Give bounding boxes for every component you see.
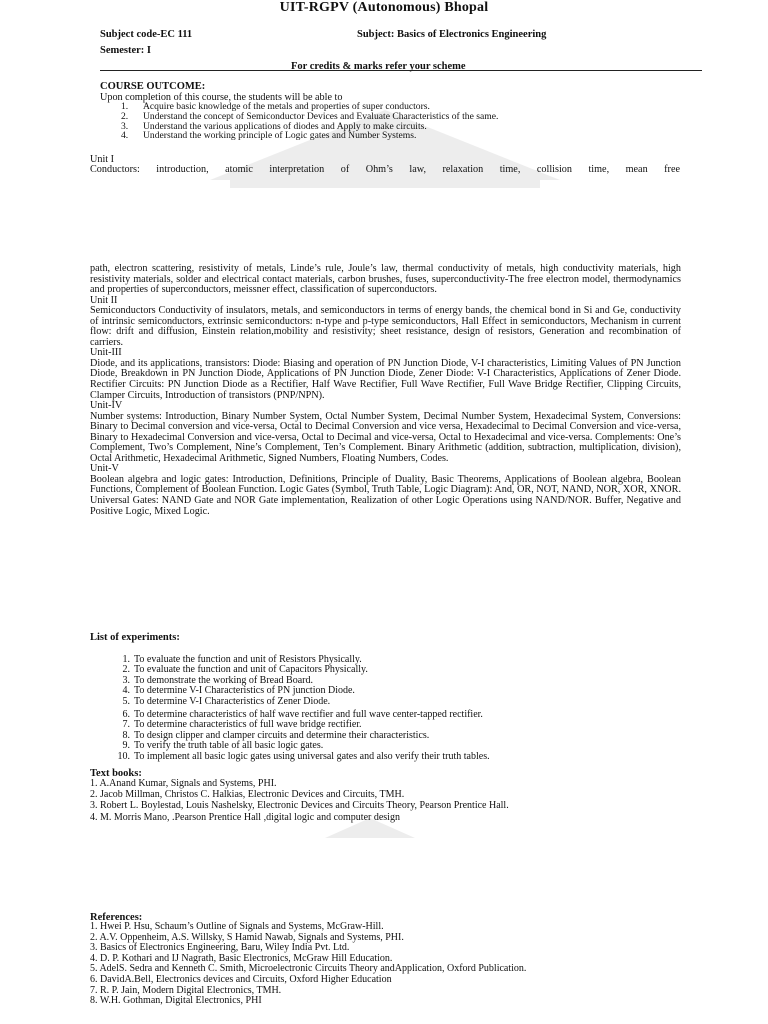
item-text: To design clipper and clamper circuits and determine their characteristics. <box>134 729 430 741</box>
list-item <box>104 697 490 707</box>
unit-4-heading: Unit-IV <box>90 400 123 412</box>
references-list <box>90 922 680 1007</box>
item-number: 3. <box>121 120 129 132</box>
item-number: 7. <box>122 719 130 731</box>
list-item: 4. M. Morris Mano, .Pearson Prentice Hall ,digital logic and computer design <box>90 811 400 823</box>
item-text: To determine characteristics of full wave bridge rectifier. <box>134 719 362 731</box>
unit-5-heading: Unit-V <box>90 463 119 475</box>
item-number: 4. <box>121 130 129 142</box>
item-number: 1. <box>121 101 129 112</box>
item-text: To implement all basic logic gates using universal gates and also verify their truth tables. <box>134 750 490 762</box>
list-item: 2. Jacob Millman, Christos C. Halkias, Electronic Devices and Circuits, TMH. <box>90 789 405 801</box>
list-item: 7. R. P. Jain, Modern Digital Electronics, TMH. <box>90 984 282 996</box>
list-item: 8. W.H. Gothman, Digital Electronics, PHI <box>90 995 262 1007</box>
item-number: 6. <box>122 709 130 721</box>
item-text: Understand the concept of Semiconductor Devices and Evaluate Characteristics of the same. <box>143 110 499 122</box>
unit-3-heading: Unit-III <box>90 347 122 359</box>
item-number: 1. <box>122 654 130 665</box>
course-outcome-intro: Upon completion of this course, the students will be able to <box>100 92 343 103</box>
list-item: 5. AdelS. Sedra and Kenneth C. Smith, Microelectronic Circuits Theory andApplication, Oxford Publication. <box>90 963 527 975</box>
list-item: 3. Robert L. Boylestad, Louis Nashelsky, Electronic Devices and Circuits Theory, Pearson Prentice Hall. <box>90 800 509 812</box>
subject-name: Subject: Basics of Electronics Engineering <box>357 29 547 40</box>
item-number: 5. <box>122 695 130 707</box>
page-title: UIT-RGPV (Autonomous) Bhopal <box>279 0 489 15</box>
units-block <box>90 264 681 517</box>
item-number: 3. <box>122 674 130 686</box>
course-outcome-list <box>121 102 498 141</box>
unit-3-text: Diode, and its applications, transistors: Diode: Biasing and operation of PN Junction Diode, V-I characteristics, Limiting Values of PN Junction Diode, Breakdown in PN Junction Diode, Applications of PN Junction Diode, Zener Diode: V-I Characteristics, Applications of Zener Diode. Rectifier Circuits: PN Junction Diode as a Rectifier, Half Wave Rectifier, Full Wave Rectifier, Full Wave Bridge Rectifier, Clipping Circuits, Clamper Circuits, Introduction of transistors (PNP/NPN). <box>90 357 681 401</box>
item-number: 2. <box>122 664 130 676</box>
item-number: 8. <box>122 729 130 741</box>
item-text: To verify the truth table of all basic logic gates. <box>134 740 324 752</box>
list-item: 6. DavidA.Bell, Electronics devices and Circuits, Oxford Higher Education <box>90 973 392 985</box>
unit-1-first-line: Conductors: introduction, atomic interpretation of Ohm’s law, relaxation time, collision time, mean free <box>90 164 680 175</box>
list-item <box>121 131 498 141</box>
list-item: 4. D. P. Kothari and IJ Nagrath, Basic Electronics, McGraw Hill Education. <box>90 952 393 964</box>
item-text: Understand the various applications of diodes and Apply to make circuits. <box>143 120 427 132</box>
semester: Semester: I <box>100 45 152 56</box>
textbooks-heading: Text books: <box>90 768 142 779</box>
item-number: 10. <box>117 750 130 762</box>
unit-2-text: Semiconductors Conductivity of insulators, metals, and semiconductors in terms of energy bands, the chemical bond in Si and Ge, conductivity of intrinsic semiconductors, extrinsic semiconductors: n-type and p-type semiconductors, Hall Effect in semiconductors, Mechanism in current flow: drift and diffusion, Einstein relation,mobility and resistivity; sheet resistance, design of resistors, Generation and recombination of carriers. <box>90 305 681 348</box>
unit-1-heading: Unit I <box>90 154 115 165</box>
list-item: 2. A.V. Oppenheim, A.S. Willsky, S Hamid Nawab, Signals and Systems, PHI. <box>90 931 404 943</box>
course-outcome-heading: COURSE OUTCOME: <box>100 81 206 92</box>
item-number: 4. <box>122 685 130 697</box>
list-item <box>104 752 490 762</box>
experiments-list <box>104 655 490 762</box>
item-text: To determine V-I Characteristics of Zener Diode. <box>134 695 331 707</box>
item-number: 9. <box>122 740 130 752</box>
item-text: To evaluate the function and unit of Capacitors Physically. <box>134 664 368 676</box>
subject-code: Subject code-EC 111 <box>100 29 193 40</box>
header-divider <box>100 70 702 71</box>
item-text: To evaluate the function and unit of Resistors Physically. <box>134 654 362 665</box>
credits-note: For credits & marks refer your scheme <box>291 61 466 72</box>
item-text: To determine V-I Characteristics of PN junction Diode. <box>134 685 355 697</box>
list-item: 3. Basics of Electronics Engineering, Baru, Wiley India Pvt. Ltd. <box>90 942 350 954</box>
item-number: 2. <box>121 110 129 122</box>
item-text: To determine characteristics of half wave rectifier and full wave center-tapped rectifier. <box>134 709 483 721</box>
list-item: 1. Hwei P. Hsu, Schaum’s Outline of Signals and Systems, McGraw-Hill. <box>90 921 384 932</box>
references-heading: References: <box>90 912 143 923</box>
unit-1-text: path, electron scattering, resistivity of metals, Linde’s rule, Joule’s law, thermal conductivity of metals, high conductivity materials, high resistivity materials, solder and electrical contact materials, carbon brushes, fuses, superconductivity-The free electron model, thermodynamics and properties of superconductors, meissner effect, classification of superconductors. <box>90 263 681 296</box>
item-text: Understand the working principle of Logic gates and Number Systems. <box>143 130 417 142</box>
unit-4-text: Number systems: Introduction, Binary Number System, Octal Number System, Decimal Number System, Hexadecimal System, Conversions: Binary to Decimal conversion and vice-versa, Octal to Decimal Conversion and vice versa, Hexadecimal to Decimal Conversion and vice-versa, Binary to Hexadecimal Conversion and vice-versa, Octal to Decimal and vice-versa, Octal to Hexadecimal and vice-versa. Complements: One’s Complement, Two’s Complement, Nine’s Complement, Ten’s Complement. Binary Arithmetic (addition, subtraction, multiplication, division), Octal Arithmetic, Hexadecimal Arithmetic, Signed Numbers, Floating Numbers, Codes. <box>90 410 681 464</box>
experiments-heading: List of experiments: <box>90 632 180 643</box>
unit-2-heading: Unit II <box>90 294 118 306</box>
unit-5-text: Boolean algebra and logic gates: Introduction, Definitions, Principle of Duality, Basic Theorems, Applications of Boolean algebra, Boolean Functions, Complement of Boolean Function. Logic Gates (Symbol, Truth Table, Logic Diagram): And, OR, NOT, NAND, NOR, XOR, XNOR. Universal Gates: NAND Gate and NOR Gate implementation, Realization of other Logic Operations using NAND/NOR. Buffer, Negative and Positive Logic, Mixed Logic. <box>90 473 681 517</box>
item-text: Acquire basic knowledge of the metals and properties of super conductors. <box>143 101 430 112</box>
textbooks-list <box>90 778 509 823</box>
item-text: To demonstrate the working of Bread Board. <box>134 674 313 686</box>
list-item: 1. A.Anand Kumar, Signals and Systems, PHI. <box>90 778 277 789</box>
